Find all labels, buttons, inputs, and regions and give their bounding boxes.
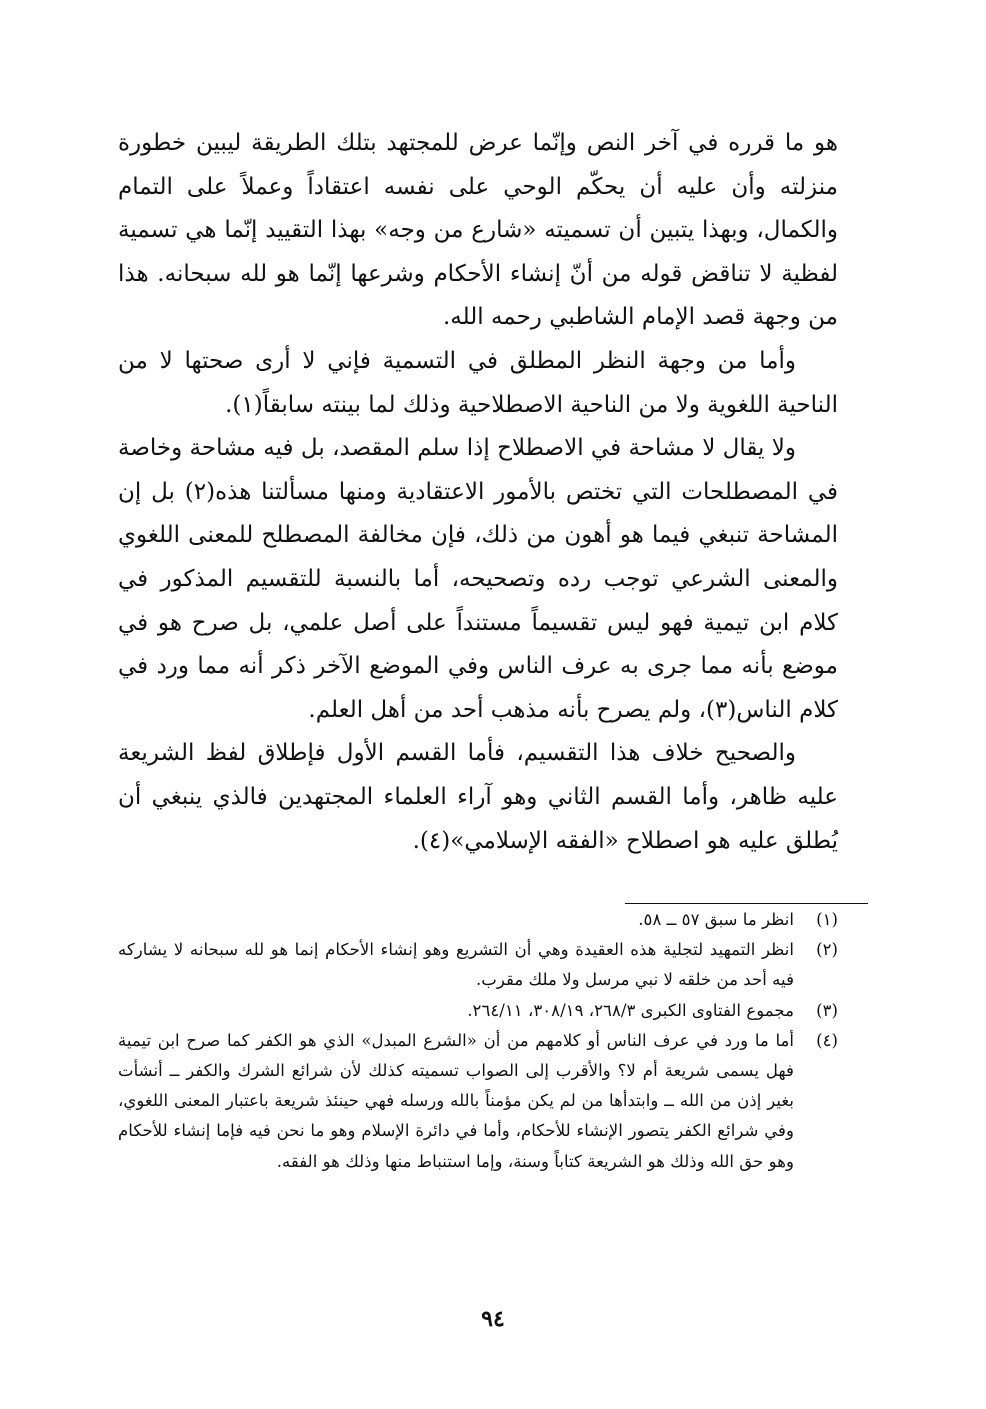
footnotes bbox=[118, 905, 838, 1177]
paragraph: وأما من وجهة النظر المطلق في التسمية فإني لا أرى صحتها لا من الناحية اللغوية ولا من الناحية الاصطلاحية وذلك لما بينته سابقاً(١). bbox=[118, 347, 838, 418]
paragraph: والصحيح خلاف هذا التقسيم، فأما القسم الأول فإطلاق لفظ الشريعة عليه ظاهر، وأما القسم الثاني وهو آراء العلماء المجتهدين فالذي ينبغي أن يُطلق عليه هو اصطلاح «الفقه الإسلامي»(٤). bbox=[118, 740, 838, 854]
footnote-separator bbox=[625, 903, 868, 904]
page-body bbox=[118, 122, 838, 863]
footnote-number: (٣) bbox=[816, 1000, 838, 1020]
footnote-number: (٢) bbox=[816, 940, 838, 960]
footnote-text: مجموع الفتاوى الكبرى ٢٦٨/٣، ٣٠٨/١٩، ٢٦٤/١١. bbox=[467, 1000, 794, 1020]
main-text bbox=[118, 122, 838, 863]
footnote bbox=[118, 905, 838, 935]
page-number: ٩٤ bbox=[481, 1306, 505, 1332]
paragraph: هو ما قرره في آخر النص وإنّما عرض للمجتهد بتلك الطريقة ليبين خطورة منزلته وأن عليه أن يحكّم الوحي على نفسه اعتقاداً وعملاً على التمام والكمال، وبهذا يتبين أن تسميته «شارع من وجه» بهذا التقييد إنّما هي تسمية لفظية لا تناقض قوله من أنّ إنشاء الأحكام وشرعها إنّما هو لله سبحانه. هذا من وجهة قصد الإمام الشاطبي رحمه الله. bbox=[118, 130, 838, 331]
footnote bbox=[118, 996, 838, 1026]
footnote-number: (٤) bbox=[816, 1030, 838, 1050]
footnote-number: (١) bbox=[816, 910, 838, 929]
paragraph: ولا يقال لا مشاحة في الاصطلاح إذا سلم المقصد، بل فيه مشاحة وخاصة في المصطلحات التي تختص بالأمور الاعتقادية ومنها مسألتنا هذه(٢) بل إن المشاحة تنبغي فيما هو أهون من ذلك، فإن مخالفة المصطلح للمعنى اللغوي والمعنى الشرعي توجب رده وتصحيحه، أما بالنسبة للتقسيم المذكور في كلام ابن تيمية فهو ليس تقسيماً مستنداً على أصل علمي، بل صرح هو في موضع بأنه مما جرى به عرف الناس وفي الموضع الآخر ذكر أنه مما ورد في كلام الناس(٣)، ولم يصرح بأنه مذهب أحد من أهل العلم. bbox=[118, 435, 838, 723]
footnote-text: أما ما ورد في عرف الناس أو كلامهم من أن «الشرع المبدل» الذي هو الكفر كما صرح ابن تيمية فهل يسمى شريعة أم لا؟ والأقرب إلى الصواب تسميته كذلك لأن شرائع الشرك والكفر ــ أنشأت بغير إذن من الله ــ وابتدأها من لم يكن مؤمناً بالله ورسله فهي حينئذ شريعة باعتبار المعنى اللغوي، وفي شرائع الكفر يتصور الإنشاء للأحكام، وأما في دائرة الإسلام وهو ما نحن فيه فإما إنشاء للأحكام وهو حق الله وذلك هو الشريعة كتاباً وسنة، وإما استنباط منها وذلك هو الفقه. bbox=[118, 1030, 794, 1171]
footnote-text: انظر التمهيد لتجلية هذه العقيدة وهي أن التشريع وهو إنشاء الأحكام إنما هو لله سبحانه لا يشاركه فيه أحد من خلقه لا نبي مرسل ولا ملك مقرب. bbox=[118, 940, 794, 990]
footnote-text: انظر ما سبق ٥٧ ــ ٥٨. bbox=[638, 910, 794, 929]
footnote bbox=[118, 935, 838, 995]
footnote bbox=[118, 1026, 838, 1177]
